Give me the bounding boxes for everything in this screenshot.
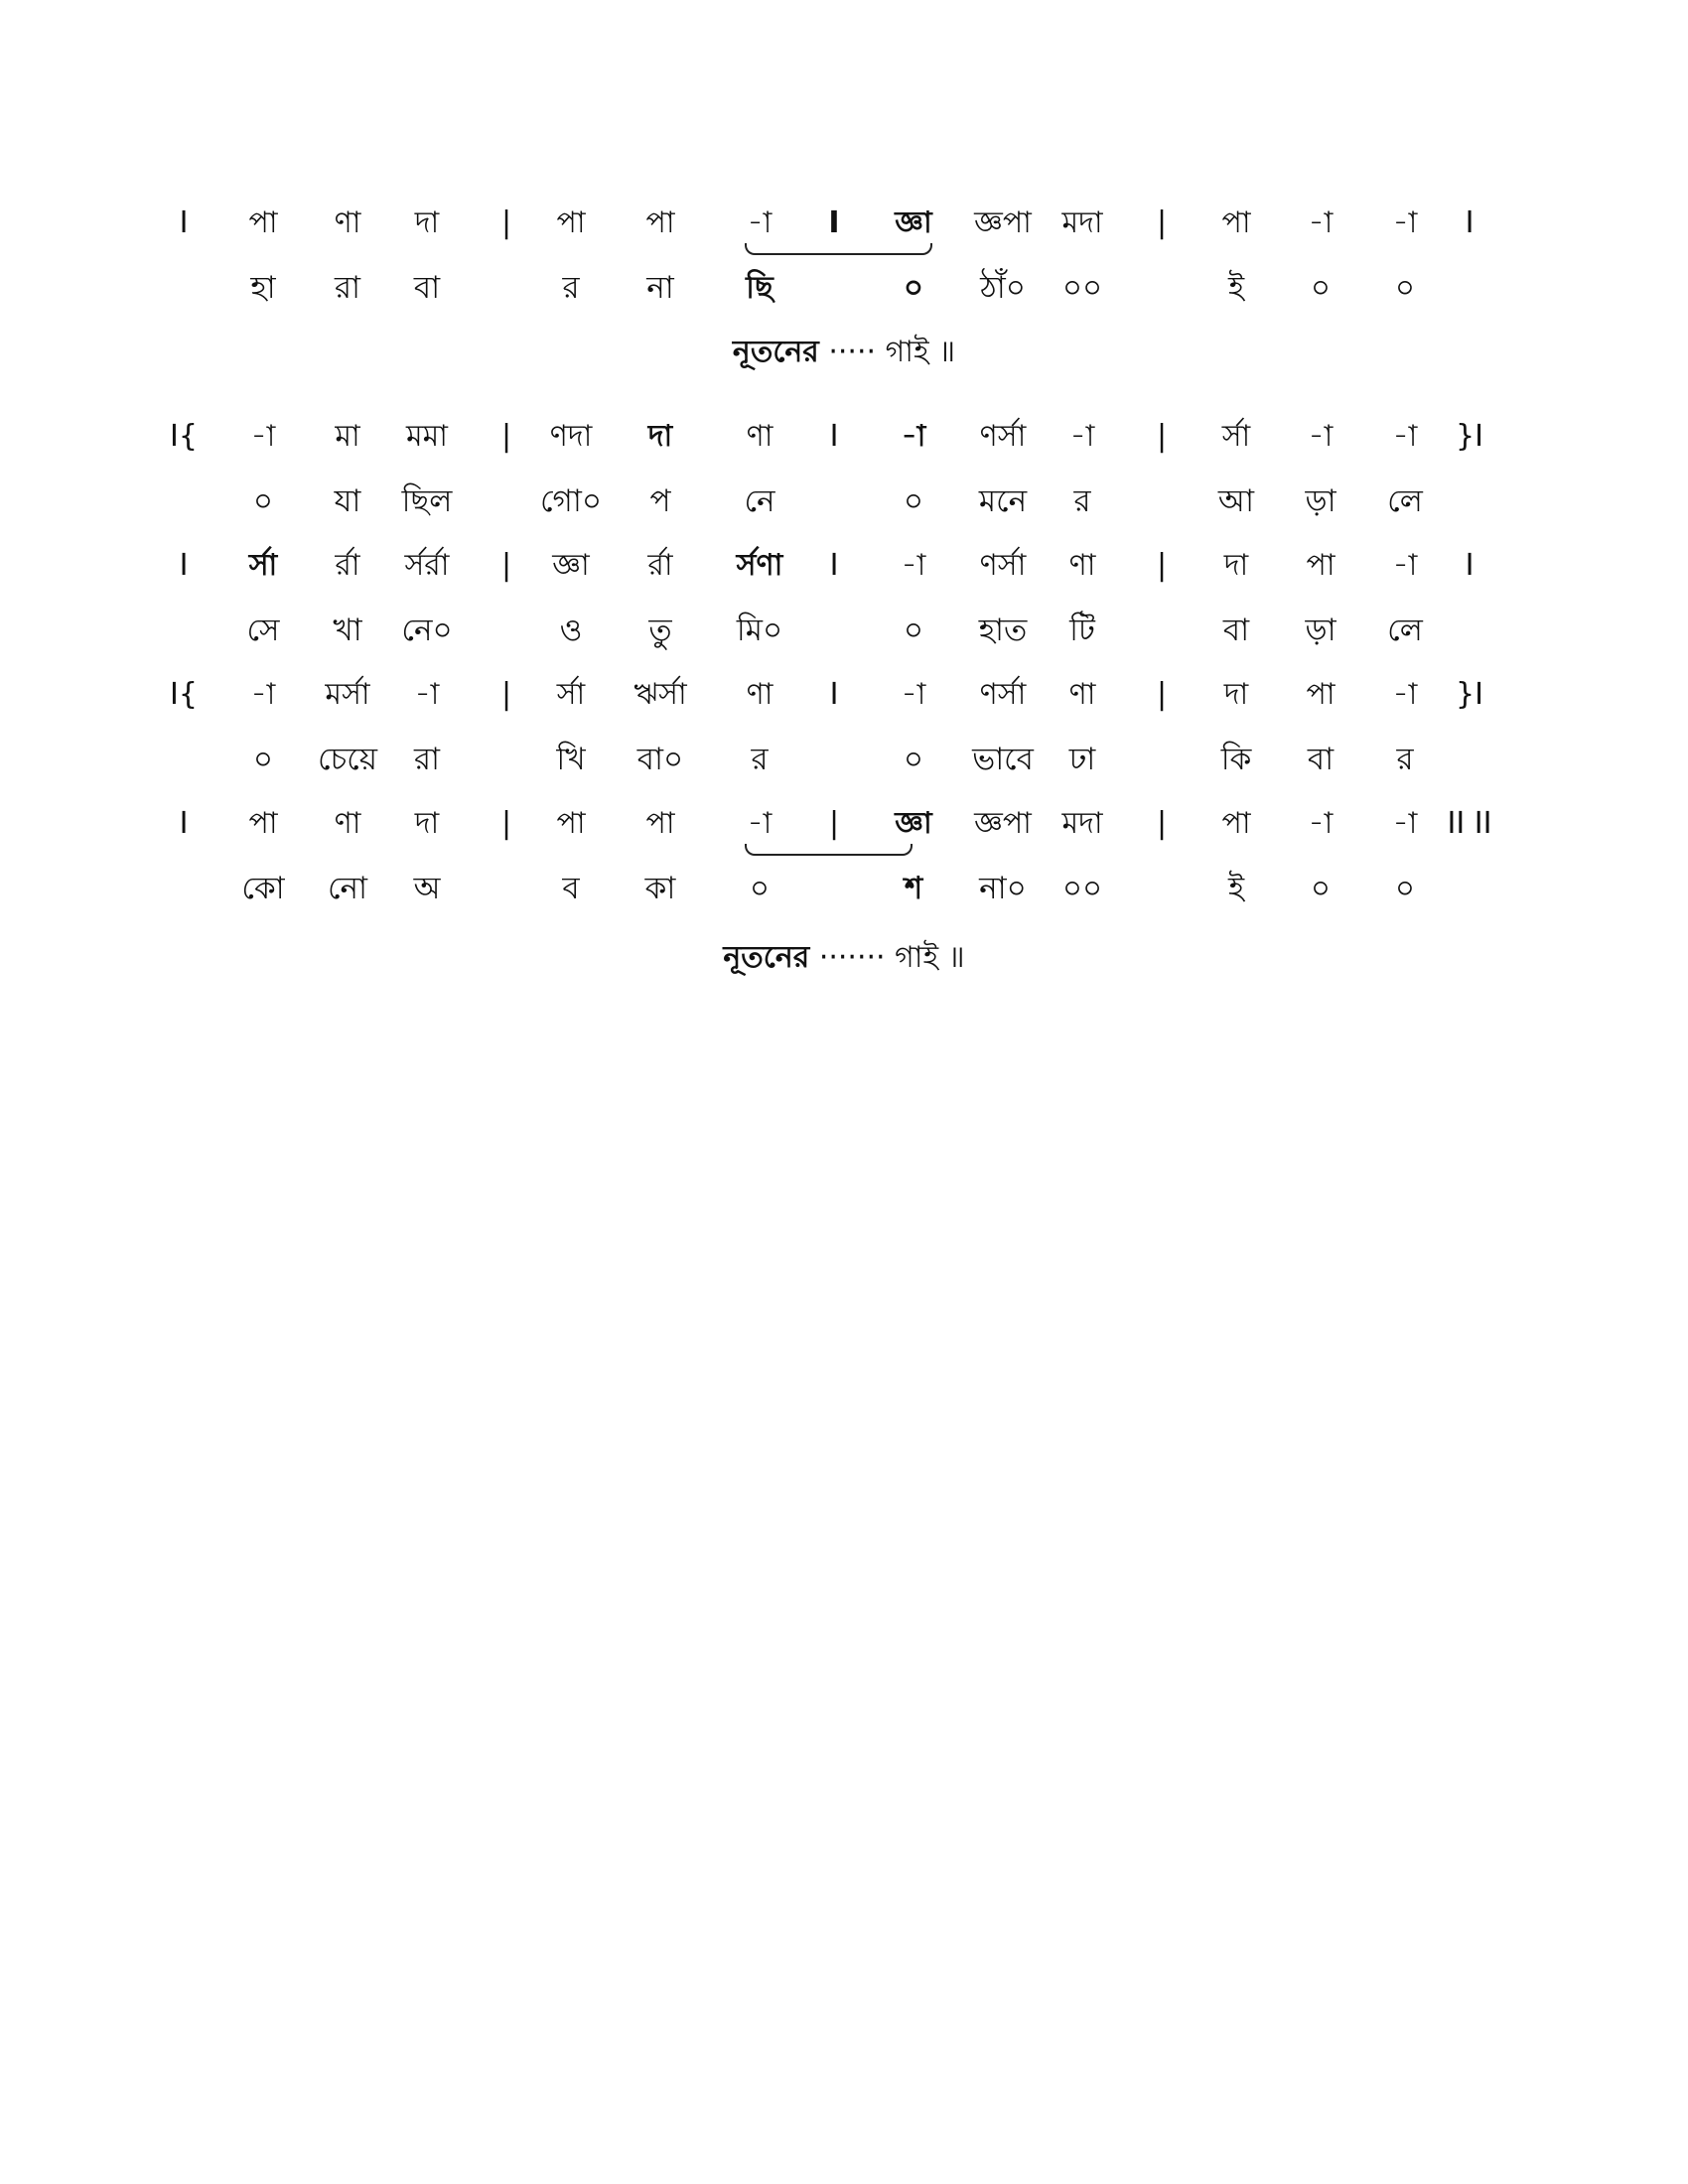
note: জ্ঞা	[552, 548, 590, 583]
note: পা	[556, 806, 586, 841]
note: ণা	[746, 677, 774, 712]
note: -া	[901, 677, 926, 712]
bar-line: I	[1465, 205, 1475, 240]
note: ণা	[334, 205, 361, 240]
lyric-syllable: হা	[250, 270, 276, 306]
note: মদা	[1061, 806, 1103, 841]
lyric-syllable: ড়া	[1305, 483, 1336, 519]
note: র্রা	[647, 548, 673, 583]
lyric-syllable: প	[649, 483, 671, 519]
lyric-syllable: ঠাঁ০	[980, 270, 1026, 306]
lyrics-line	[0, 859, 1688, 918]
bar-line: |	[1156, 677, 1168, 712]
lyric-syllable: না	[646, 270, 674, 306]
lyric-syllable: খি	[556, 742, 586, 777]
lyric-syllable: যা	[334, 483, 361, 519]
note: -া	[1392, 205, 1418, 240]
bar-line: I{	[170, 419, 198, 454]
lyric-syllable: ০	[1310, 871, 1332, 906]
lyric-syllable: ই	[1227, 270, 1245, 306]
lyric-syllable: ব	[562, 871, 580, 906]
note: ণা	[1068, 548, 1096, 583]
bar-line: I{	[170, 677, 198, 712]
lyric-syllable: টি	[1069, 613, 1095, 648]
note: দা	[1223, 548, 1249, 583]
note: জ্ঞপা	[974, 806, 1032, 841]
lyric-syllable: ০	[1394, 270, 1416, 306]
note: র্সর্রা	[404, 548, 450, 583]
notation-line	[0, 536, 1688, 596]
note: ঋর্সা	[633, 677, 687, 712]
lyric-syllable: রা	[334, 270, 361, 306]
bar-line: |	[500, 419, 512, 454]
lyric-syllable: আ	[1217, 483, 1255, 519]
note: জ্ঞা	[895, 806, 932, 841]
lyric-syllable: খা	[333, 613, 362, 648]
bar-line: I	[829, 548, 839, 583]
lyric-syllable: ০	[903, 270, 924, 306]
note: দা	[1223, 677, 1249, 712]
note: ণা	[1068, 677, 1096, 712]
bar-line: I	[828, 205, 840, 240]
lyrics-line	[0, 472, 1688, 531]
refrain-word: নূতনের	[732, 335, 819, 369]
bar-line: I	[829, 677, 839, 712]
refrain-dots: ·······	[809, 940, 896, 975]
bar-line: |	[500, 806, 512, 841]
bar-line: I	[179, 548, 189, 583]
note: ণর্সা	[979, 677, 1027, 712]
bar-line: |	[828, 806, 840, 841]
lyric-syllable: ০	[252, 483, 274, 519]
lyrics-line	[0, 258, 1688, 318]
notation-line	[0, 407, 1688, 467]
slur-mark	[745, 243, 932, 255]
note: মদা	[1061, 205, 1103, 240]
bar-line: |	[1156, 548, 1168, 583]
lyric-syllable: তু	[648, 613, 672, 648]
lyric-syllable: না০	[979, 871, 1027, 906]
lyric-syllable: বা	[413, 270, 441, 306]
note: পা	[248, 205, 278, 240]
lyric-syllable: ড়া	[1305, 613, 1336, 648]
note: -া	[1308, 205, 1334, 240]
bar-line: I	[829, 419, 839, 454]
bar-line: |	[1156, 205, 1168, 240]
note: র্সা	[1221, 419, 1251, 454]
lyric-syllable: ০০	[1061, 871, 1103, 906]
note: র্রা	[335, 548, 360, 583]
bar-line: I	[179, 806, 189, 841]
lyric-syllable: ছি	[746, 270, 774, 306]
slur-mark	[745, 844, 913, 856]
bar-line: }I	[1456, 677, 1483, 712]
bar-line: }I	[1456, 419, 1483, 454]
note: ণা	[746, 419, 774, 454]
note: -া	[1069, 419, 1095, 454]
note: পা	[1221, 205, 1251, 240]
lyric-syllable: র	[1396, 742, 1414, 777]
note: -া	[414, 677, 440, 712]
note: র্সা	[556, 677, 586, 712]
lyric-syllable: চেয়ে	[317, 742, 378, 777]
note: -া	[250, 677, 276, 712]
lyric-syllable: ০	[903, 483, 924, 519]
lyric-syllable: মি০	[736, 613, 783, 648]
note: পা	[556, 205, 586, 240]
bar-line: |	[500, 548, 512, 583]
note: -া	[1308, 419, 1334, 454]
bar-line: I	[1465, 548, 1475, 583]
note: পা	[1221, 806, 1251, 841]
refrain-end: গাই ॥	[895, 940, 965, 975]
lyric-syllable: কি	[1220, 742, 1252, 777]
bar-line: |	[1156, 806, 1168, 841]
note: -া	[747, 806, 773, 841]
note: পা	[645, 806, 675, 841]
note: পা	[1306, 548, 1336, 583]
note: -া	[1392, 548, 1418, 583]
lyric-syllable: লে	[1387, 613, 1423, 648]
note: দা	[414, 205, 440, 240]
note: মমা	[405, 419, 449, 454]
lyric-syllable: নে	[744, 483, 775, 519]
note: ণদা	[549, 419, 593, 454]
note: পা	[248, 806, 278, 841]
lyric-syllable: গো০	[539, 483, 603, 519]
note: র্সা	[248, 548, 278, 583]
bar-line: I	[179, 205, 189, 240]
lyric-syllable: রা	[413, 742, 441, 777]
bar-line: |	[500, 677, 512, 712]
note: জ্ঞা	[895, 205, 932, 240]
bar-line: |	[1156, 419, 1168, 454]
lyric-syllable: নো	[327, 871, 368, 906]
bar-line: |	[500, 205, 512, 240]
lyric-syllable: সে	[246, 613, 280, 648]
note: -া	[747, 205, 773, 240]
lyric-syllable: ০	[749, 871, 771, 906]
note: মা	[335, 419, 360, 454]
lyric-syllable: ঢা	[1068, 742, 1096, 777]
note: -া	[1392, 419, 1418, 454]
lyric-syllable: হাত	[978, 613, 1028, 648]
note: -া	[1308, 806, 1334, 841]
refrain-word: নূতনের	[723, 940, 810, 975]
lyric-syllable: ছিল	[401, 483, 453, 519]
lyric-syllable: মনে	[978, 483, 1028, 519]
bar-line: II II	[1447, 806, 1492, 841]
lyric-syllable: কা	[644, 871, 676, 906]
lyric-syllable: ০০	[1061, 270, 1103, 306]
lyric-syllable: র	[751, 742, 769, 777]
lyric-syllable: ০	[903, 613, 924, 648]
note: দা	[414, 806, 440, 841]
lyric-syllable: শ	[904, 871, 923, 906]
note: ণর্সা	[979, 548, 1027, 583]
lyric-syllable: র	[1073, 483, 1091, 519]
lyric-syllable: ০	[252, 742, 274, 777]
lyric-syllable: অ	[413, 871, 441, 906]
lyric-syllable: লে	[1387, 483, 1423, 519]
lyric-syllable: ০	[1394, 871, 1416, 906]
lyric-syllable: বা	[1307, 742, 1335, 777]
note: মর্সা	[325, 677, 370, 712]
refrain-dots: ·····	[818, 335, 886, 369]
lyric-syllable: ই	[1227, 871, 1245, 906]
note: ণর্সা	[979, 419, 1027, 454]
note: -া	[250, 419, 276, 454]
lyric-syllable: ০	[1310, 270, 1332, 306]
lyrics-line	[0, 730, 1688, 789]
refrain-line	[0, 323, 1688, 382]
note: জ্ঞপা	[974, 205, 1032, 240]
lyric-syllable: র	[562, 270, 580, 306]
lyric-syllable: বা	[1222, 613, 1250, 648]
note: -া	[901, 419, 926, 454]
lyric-syllable: বা০	[636, 742, 684, 777]
lyric-syllable: নে০	[401, 613, 453, 648]
note: ণা	[334, 806, 361, 841]
note: র্সণা	[736, 548, 783, 583]
note: দা	[647, 419, 673, 454]
lyric-syllable: কো	[241, 871, 285, 906]
refrain-line	[0, 928, 1688, 988]
lyric-syllable: ও	[559, 613, 583, 648]
lyric-syllable: ভাবে	[972, 742, 1034, 777]
lyric-syllable: ০	[903, 742, 924, 777]
note: -া	[1392, 806, 1418, 841]
note: পা	[645, 205, 675, 240]
notation-line	[0, 665, 1688, 725]
note: পা	[1306, 677, 1336, 712]
lyrics-line	[0, 601, 1688, 660]
refrain-end: গাই ॥	[885, 335, 956, 369]
note: -া	[901, 548, 926, 583]
note: -া	[1392, 677, 1418, 712]
